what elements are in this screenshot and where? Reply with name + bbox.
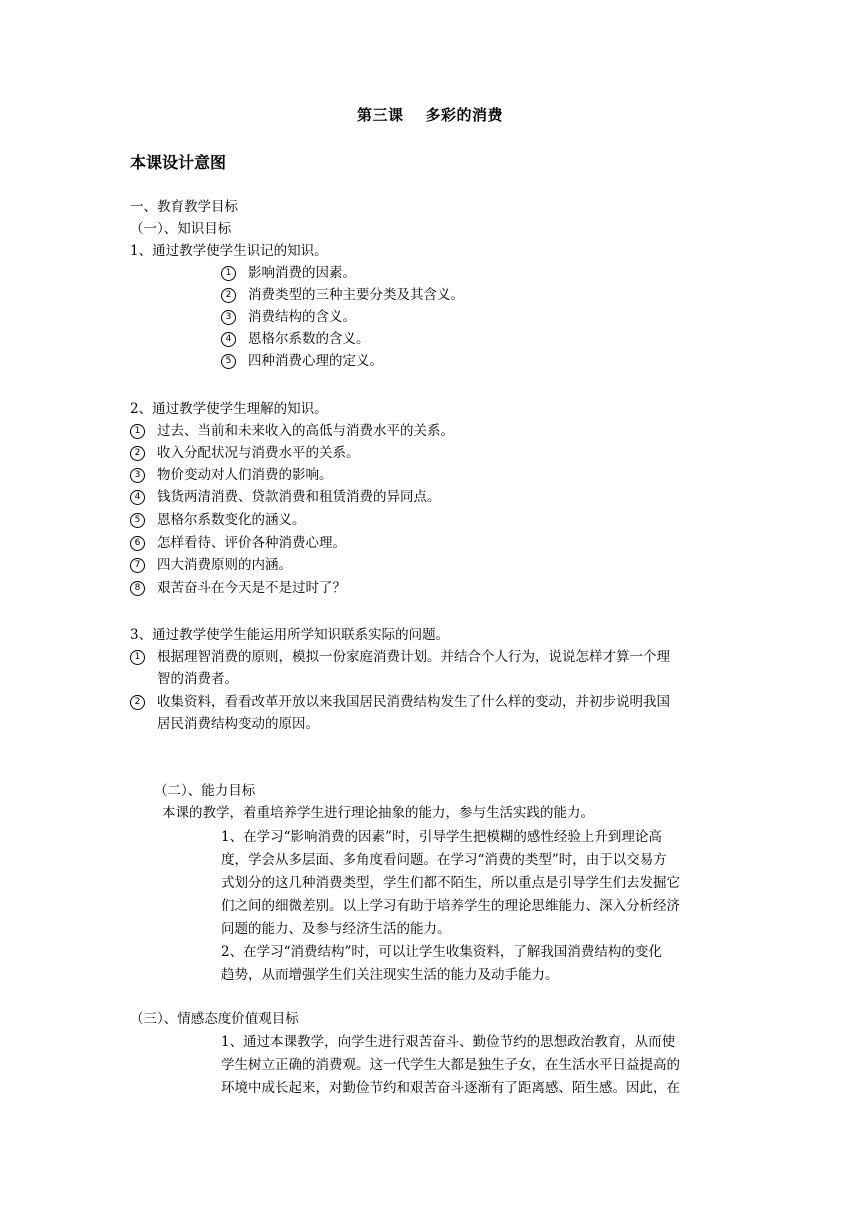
list-item-text-cont: 智的消费者。 [157, 671, 238, 687]
ability-intro: 本课的教学，着重培养学生进行理论抽象的能力，参与生活实践的能力。 [162, 805, 594, 821]
circled-number: 8 [130, 581, 145, 596]
circled-number: 3 [130, 468, 145, 483]
list-item-text: 恩格尔系数变化的涵义。 [157, 512, 306, 528]
circled-number: 5 [221, 354, 236, 369]
list-item-text: 影响消费的因素。 [248, 265, 356, 281]
list-item-text: 钱货两清消费、贷款消费和租赁消费的异同点。 [157, 489, 441, 505]
circled-number: 7 [130, 558, 145, 573]
apply-heading: 3、通过教学使学生能运用所学知识联系实际的问题。 [130, 627, 450, 643]
circled-number: 2 [130, 446, 145, 461]
circled-number: 1 [221, 266, 236, 281]
list-item-text: 恩格尔系数的含义。 [248, 331, 370, 347]
list-item-text: 消费结构的含义。 [248, 309, 356, 325]
circled-number: 2 [221, 288, 236, 303]
document-title [0, 104, 860, 125]
list-item-text: 收入分配状况与消费水平的关系。 [157, 445, 360, 461]
list-item-text: 根据理智消费的原则，模拟一份家庭消费计划。并结合个人行为，说说怎样才算一个理 [157, 649, 670, 665]
paragraph-line: 式划分的这几种消费类型，学生们都不陌生，所以重点是引导学生们去发掘它 [221, 875, 680, 891]
list-item-text: 收集资料，看看改革开放以来我国居民消费结构发生了什么样的变动，并初步说明我国 [157, 694, 670, 710]
circled-number: 1 [130, 650, 145, 665]
paragraph-line: 度，学会从多层面、多角度看问题。在学习“消费的类型”时，由于以交易方 [221, 852, 667, 868]
paragraph-line: 们之间的细微差别。以上学习有助于培养学生的理论思维能力、深入分析经济 [221, 898, 680, 914]
circled-number: 4 [130, 490, 145, 505]
ability-goal-heading: （二）、能力目标 [154, 783, 256, 799]
list-item-text: 艰苦奋斗在今天是不是过时了？ [157, 580, 346, 596]
title-lesson: 第三课 [356, 106, 404, 124]
circled-number: 2 [130, 695, 145, 710]
paragraph-line: 1、在学习“影响消费的因素”时，引导学生把模糊的感性经验上升到理论高 [221, 829, 662, 845]
knowledge-goal-heading: （一）、知识目标 [130, 221, 232, 237]
list-item-text: 怎样看待、评价各种消费心理。 [157, 535, 346, 551]
paragraph-line: 环境中成长起来，对勤俭节约和艰苦奋斗逐渐有了距离感、陌生感。因此，在 [221, 1080, 680, 1096]
list-item-text: 四种消费心理的定义。 [248, 353, 383, 369]
circled-number: 1 [130, 424, 145, 439]
understand-heading: 2、通过教学使学生理解的知识。 [130, 401, 328, 417]
section-heading: 本课设计意图 [130, 153, 227, 172]
list-item-text-cont: 居民消费结构变动的原因。 [157, 716, 319, 732]
paragraph-line: 1、通过本课教学，向学生进行艰苦奋斗、勤俭节约的思想政治教育，从而使 [221, 1034, 676, 1050]
list-item-text: 消费类型的三种主要分类及其含义。 [248, 287, 464, 303]
circled-number: 4 [221, 332, 236, 347]
title-topic: 多彩的消费 [425, 106, 504, 124]
circled-number: 5 [130, 513, 145, 528]
paragraph-line: 问题的能力、及参与经济生活的能力。 [221, 921, 451, 937]
emotion-goal-heading: （三）、情感态度价值观目标 [130, 1011, 299, 1027]
circled-number: 6 [130, 536, 145, 551]
paragraph-line: 学生树立正确的消费观。这一代学生大都是独生子女，在生活水平日益提高的 [221, 1057, 680, 1073]
paragraph-line: 2、在学习“消费结构”时，可以让学生收集资料，了解我国消费结构的变化 [221, 944, 662, 960]
list-item-text: 过去、当前和未来收入的高低与消费水平的关系。 [157, 423, 454, 439]
circled-number: 3 [221, 310, 236, 325]
list-item-text: 四大消费原则的内涵。 [157, 557, 292, 573]
section-one-heading: 一、教育教学目标 [130, 199, 238, 215]
memorize-heading: 1、通过教学使学生识记的知识。 [130, 243, 328, 259]
paragraph-line: 趋势，从而增强学生们关注现实生活的能力及动手能力。 [221, 967, 559, 983]
list-item-text: 物价变动对人们消费的影响。 [157, 467, 333, 483]
